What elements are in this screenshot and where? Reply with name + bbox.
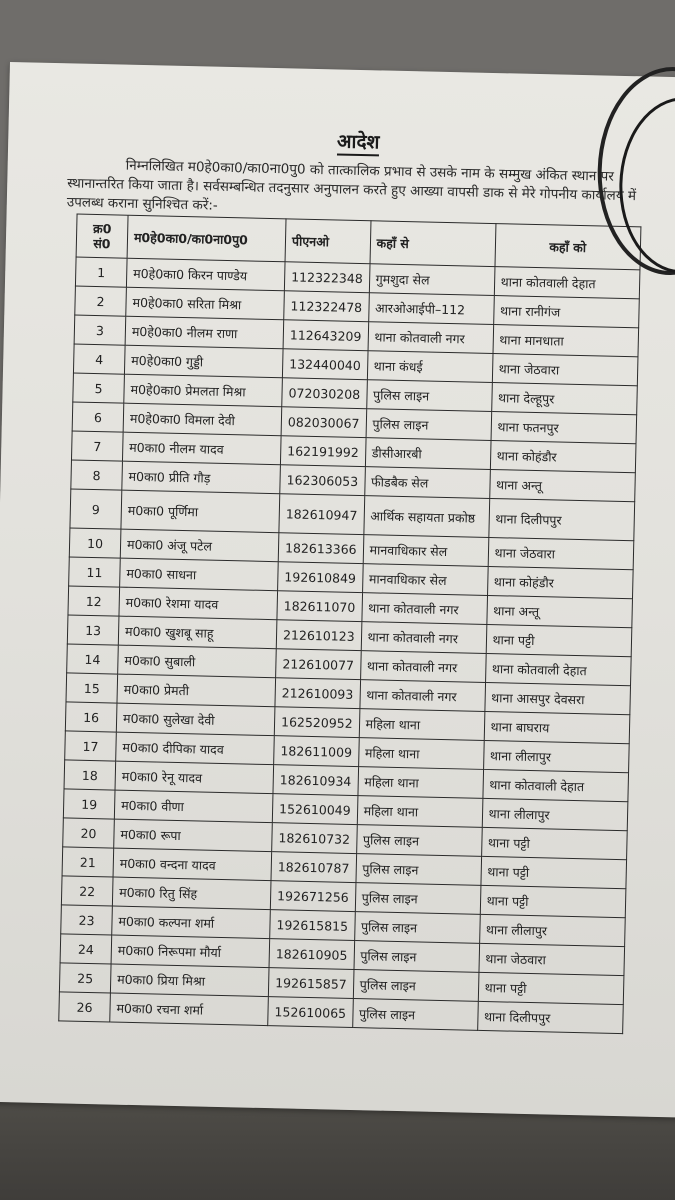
cell-to: थाना कोहंडौर [490, 441, 636, 473]
cell-from: फीडबैक सेल [364, 467, 490, 499]
cell-to: थाना जेठवारा [492, 354, 638, 386]
cell-from: पुलिस लाइन [356, 825, 482, 857]
cell-pno: 162520952 [274, 707, 359, 738]
cell-pno: 182611009 [274, 736, 359, 767]
cell-sn: 16 [65, 702, 117, 732]
cell-pno: 112643209 [283, 320, 368, 351]
cell-sn: 22 [61, 876, 113, 906]
header-pno: पीएनओ [285, 219, 371, 264]
cell-pno: 182610787 [271, 852, 356, 883]
cell-pno: 182610732 [272, 823, 357, 854]
cell-pno: 192615815 [270, 910, 355, 941]
cell-from: आर्थिक सहायता प्रकोष्ठ [363, 496, 489, 538]
cell-pno: 182610905 [269, 939, 354, 970]
header-from: कहाँ से [370, 221, 496, 267]
cell-sn: 6 [72, 402, 124, 432]
cell-sn: 18 [64, 760, 116, 790]
cell-sn: 23 [61, 905, 113, 935]
cell-sn: 7 [71, 431, 123, 461]
cell-sn: 17 [65, 731, 117, 761]
cell-pno: 182611070 [277, 591, 362, 622]
cell-sn: 3 [74, 315, 126, 345]
cell-sn: 10 [69, 528, 121, 558]
cell-to: थाना पट्टी [481, 856, 627, 888]
cell-name: म0का0 प्रेमती [117, 674, 276, 707]
cell-pno: 192615857 [268, 968, 353, 999]
cell-sn: 4 [73, 344, 125, 374]
cell-name: म0हे0का0 किरन पाण्डेय [126, 258, 285, 291]
cell-to: थाना कोतवाली देहात [485, 653, 631, 685]
cell-from: थाना कोतवाली नगर [361, 593, 487, 625]
cell-name: म0हे0का0 नीलम राणा [125, 316, 284, 349]
cell-from: थाना कंधई [367, 351, 493, 383]
cell-from: थाना कोतवाली नगर [360, 651, 486, 683]
cell-to: थाना कोहंडौर [487, 566, 633, 598]
cell-sn: 9 [70, 489, 122, 529]
cell-from: डीसीआरबी [365, 438, 491, 470]
cell-pno: 132440040 [282, 349, 367, 380]
header-serial-number: क्र0 सं0 [76, 214, 128, 258]
cell-sn: 1 [75, 257, 127, 287]
cell-pno: 212610123 [276, 620, 361, 651]
cell-to: थाना दिलीपपुर [477, 1001, 623, 1033]
cell-to: थाना अन्तू [486, 595, 632, 627]
cell-to: थाना रानीगंज [493, 296, 639, 328]
cell-name: म0का0 सुबाली [118, 645, 277, 678]
cell-to: थाना पट्टी [486, 624, 632, 656]
cell-sn: 13 [67, 615, 119, 645]
cell-from: आरओआईपी–112 [368, 293, 494, 325]
cell-name: म0हे0का0 गुड्डी [124, 345, 283, 378]
cell-pno: 182613366 [278, 533, 363, 564]
cell-sn: 26 [59, 992, 111, 1022]
cell-to: थाना मानधाता [493, 325, 639, 357]
cell-pno: 192610849 [278, 562, 363, 593]
cell-pno: 082030067 [281, 407, 366, 438]
cell-to: थाना पट्टी [478, 972, 624, 1004]
header-name: म0हे0का0/का0ना0पु0 [127, 215, 286, 262]
cell-from: मानवाधिकार सेल [363, 535, 489, 567]
cell-from: महिला थाना [359, 709, 485, 741]
cell-from: पुलिस लाइन [366, 409, 492, 441]
cell-name: म0का0 प्रीति गौड़ [122, 461, 281, 494]
cell-name: म0का0 रूपा [114, 819, 273, 852]
intro-text: निम्नलिखित म0हे0का0/का0ना0पु0 को तात्कालिक प्रभाव से उसके नाम के सम्मुख अंकित स्थान पर स्थानान्तरित किया जाता है। सर्वसम्बन्धित तदनुसार अनुपालन करते हुए आख्या वापसी डाक से मेरे गोपनीय कार्यालय में उपलब्ध कराना सुनिश्चित करें:- [66, 157, 637, 214]
cell-sn: 8 [71, 460, 123, 490]
cell-pno: 182610947 [279, 494, 364, 535]
cell-pno: 212610077 [276, 649, 361, 680]
cell-from: महिला थाना [357, 796, 483, 828]
cell-sn: 5 [73, 373, 125, 403]
cell-to: थाना लीलापुर [483, 740, 629, 772]
cell-from: महिला थाना [358, 767, 484, 799]
cell-name: म0का0 रितु सिंह [112, 877, 271, 910]
cell-to: थाना जेठवारा [488, 537, 634, 569]
cell-pno: 162191992 [280, 436, 365, 467]
cell-from: गुमशुदा सेल [369, 264, 495, 296]
header-to: कहाँ को [495, 224, 641, 270]
cell-to: थाना फतनपुर [491, 412, 637, 444]
cell-pno: 072030208 [282, 378, 367, 409]
cell-pno: 112322348 [284, 262, 369, 293]
cell-to: थाना देल्हूपुर [491, 383, 637, 415]
cell-name: म0का0 वीणा [114, 790, 273, 823]
cell-sn: 19 [63, 789, 115, 819]
cell-pno: 212610093 [275, 678, 360, 709]
cell-name: म0का0 रेनू यादव [115, 761, 274, 794]
cell-to: थाना दिलीपपुर [488, 498, 634, 540]
cell-pno: 192671256 [270, 881, 355, 912]
document-title: आदेश [8, 120, 675, 162]
cell-name: म0का0 दीपिका यादव [116, 732, 275, 765]
cell-pno: 112322478 [284, 291, 369, 322]
cell-to: थाना पट्टी [480, 885, 626, 917]
cell-pno: 152610065 [268, 997, 353, 1028]
cell-name: म0का0 निरूपमा मौर्या [111, 935, 270, 968]
cell-from: पुलिस लाइन [352, 999, 478, 1031]
cell-name: म0का0 साधना [120, 558, 279, 591]
transfer-order-document [0, 62, 675, 1118]
cell-from: पुलिस लाइन [354, 941, 480, 973]
cell-to: थाना जेठवारा [479, 943, 625, 975]
cell-pno: 162306053 [280, 465, 365, 496]
cell-name: म0का0 वन्दना यादव [113, 848, 272, 881]
cell-sn: 25 [59, 963, 111, 993]
cell-from: पुलिस लाइन [356, 854, 482, 886]
cell-sn: 12 [68, 586, 120, 616]
cell-pno: 182610934 [273, 765, 358, 796]
cell-to: थाना आसपुर देवसरा [484, 682, 630, 714]
cell-name: म0हे0का0 सरिता मिश्रा [126, 287, 285, 320]
cell-from: पुलिस लाइन [355, 883, 481, 915]
cell-to: थाना कोतवाली देहात [482, 769, 628, 801]
cell-from: थाना कोतवाली नगर [359, 680, 485, 712]
cell-from: पुलिस लाइन [353, 970, 479, 1002]
cell-sn: 21 [62, 847, 114, 877]
cell-sn: 24 [60, 934, 112, 964]
cell-to: थाना अन्तू [489, 469, 635, 501]
cell-from: पुलिस लाइन [354, 912, 480, 944]
cell-sn: 11 [69, 557, 121, 587]
cell-to: थाना पट्टी [481, 827, 627, 859]
cell-name: म0का0 नीलम यादव [122, 432, 281, 465]
cell-to: थाना लीलापुर [482, 798, 628, 830]
cell-from: थाना कोतवाली नगर [361, 622, 487, 654]
cell-from: पुलिस लाइन [366, 380, 492, 412]
cell-from: महिला थाना [358, 738, 484, 770]
cell-name: म0हे0का0 विमला देवी [123, 403, 282, 436]
cell-to: थाना बाघराय [484, 711, 630, 743]
cell-sn: 14 [67, 644, 119, 674]
transfer-table [58, 214, 641, 1035]
cell-from: थाना कोतवाली नगर [368, 322, 494, 354]
cell-pno: 152610049 [272, 794, 357, 825]
cell-name: म0का0 कल्पना शर्मा [112, 906, 271, 939]
cell-sn: 20 [63, 818, 115, 848]
cell-name: म0का0 सुलेखा देवी [116, 703, 275, 736]
cell-sn: 15 [66, 673, 118, 703]
cell-to: थाना कोतवाली देहात [494, 267, 640, 299]
cell-name: म0का0 प्रिया मिश्रा [110, 964, 269, 997]
cell-name: म0हे0का0 प्रेमलता मिश्रा [124, 374, 283, 407]
cell-to: थाना लीलापुर [479, 914, 625, 946]
cell-name: म0का0 पूर्णिमा [121, 490, 280, 533]
cell-name: म0का0 अंजू पटेल [120, 529, 279, 562]
cell-name: म0का0 खुशबू साहू [118, 616, 277, 649]
cell-name: म0का0 रचना शर्मा [110, 993, 269, 1026]
cell-sn: 2 [75, 286, 127, 316]
cell-name: म0का0 रेशमा यादव [119, 587, 278, 620]
cell-from: मानवाधिकार सेल [362, 564, 488, 596]
